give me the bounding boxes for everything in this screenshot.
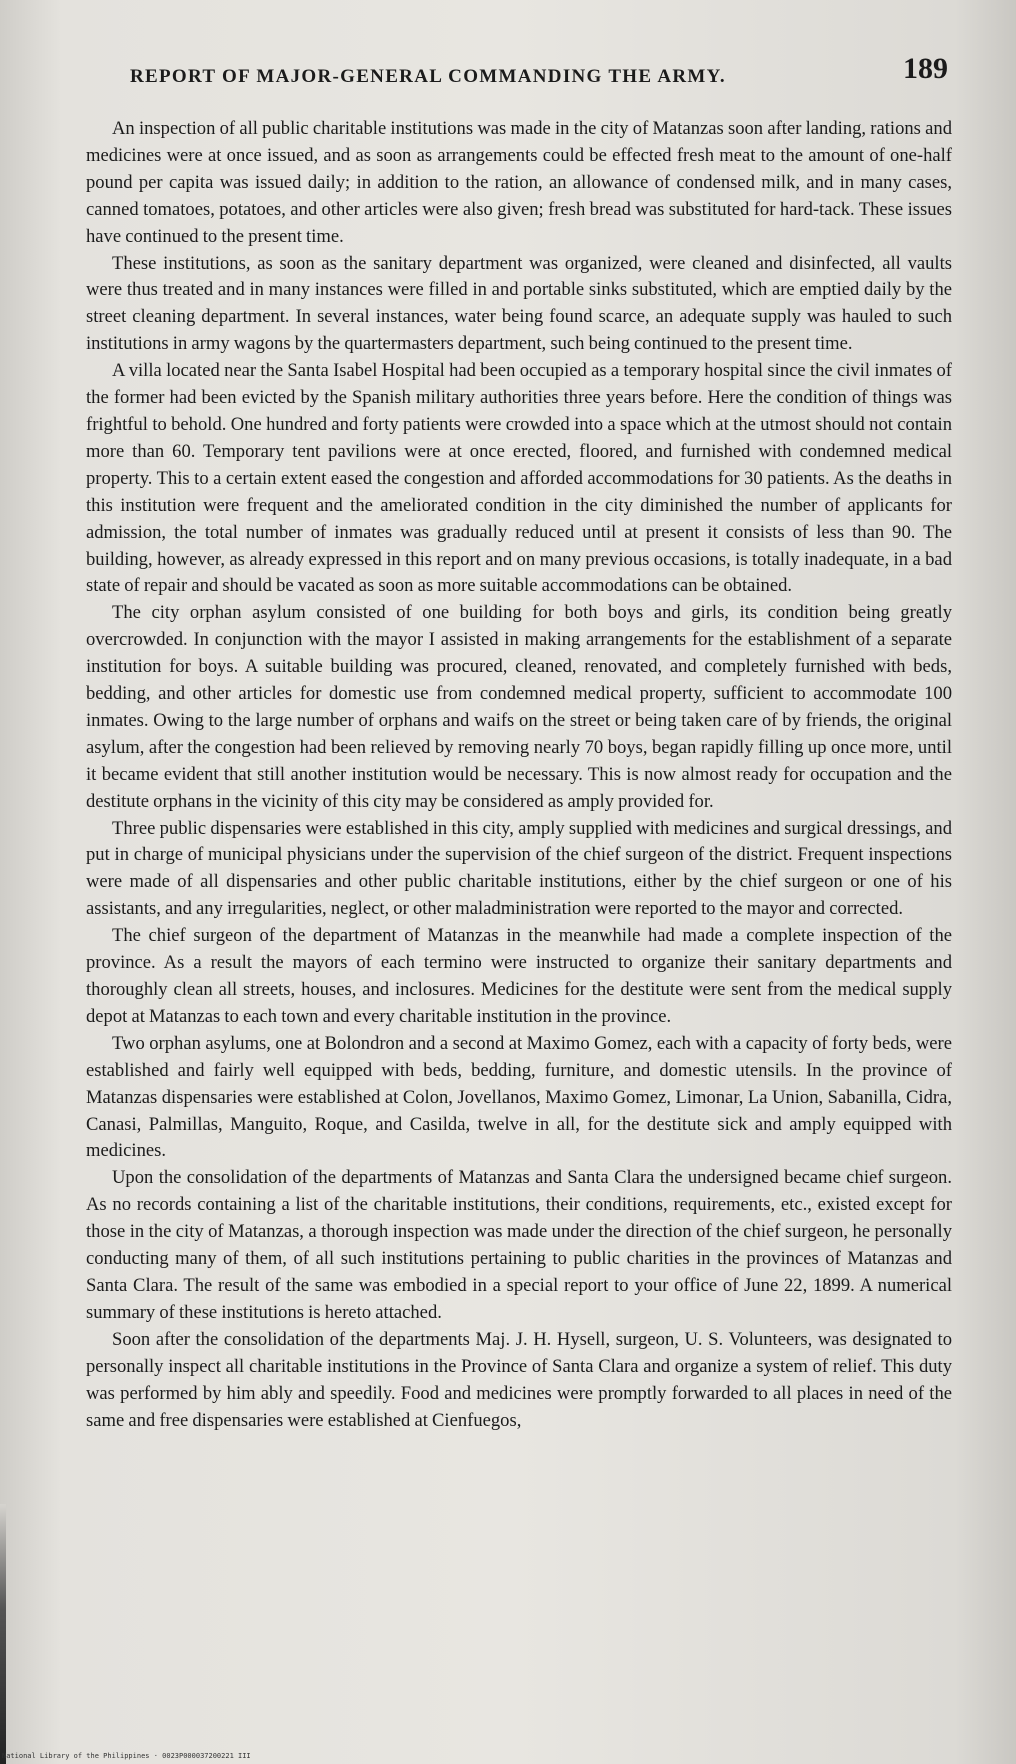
library-stamp: National Library of the Philippines · 0023P000037200221 III [2, 1752, 251, 1760]
paragraph-7: Two orphan asylums, one at Bolondron and a second at Maximo Gomez, each with a capacity of forty beds, were established and fairly well equipped with beds, bedding, furniture, and domestic utensils. In the province of Matanzas dispensaries were established at Colon, Jovellanos, Maximo Gomez, Limonar, La Union, Sabanilla, Cidra, Canasi, Palmillas, Manguito, Roque, and Casilda, twelve in all, for the destitute sick and amply equipped with medicines. [86, 1032, 952, 1162]
scan-edge-shadow [0, 1504, 6, 1764]
page-header [86, 44, 952, 100]
running-head: REPORT OF MAJOR-GENERAL COMMANDING THE ARMY. [130, 66, 726, 87]
paragraph-2: These institutions, as soon as the sanitary department was organized, were cleaned and disinfected, all vaults were thus treated and in many instances were filled in and portable sinks substituted, which are emptied daily by the street cleaning department. In several instances, water being found scarce, an adequate supply was hauled to such institutions in army wagons by the quartermasters department, such being continued to the present time. [86, 252, 952, 355]
paragraph-1: An inspection of all public charitable institutions was made in the city of Matanzas soon after landing, rations and medicines were at once issued, and as soon as arrangements could be effected fresh meat to the amount of one-half pound per capita was issued daily; in addition to the ration, an allowance of condensed milk, and in many cases, canned tomatoes, potatoes, and other articles were also given; fresh bread was substituted for hard-tack. These issues have continued to the present time. [86, 118, 952, 247]
paragraph-3: A villa located near the Santa Isabel Hospital had been occupied as a temporary hospital since the civil inmates of the former had been evicted by the Spanish military authorities three years before. Here the condition of things was frightful to behold. One hundred and forty patients were crowded into a space which at the utmost should not contain more than 60. Temporary tent pavilions were at once erected, floored, and furnished with condemned medical property. This to a certain extent eased the congestion and afforded accommodations for 30 patients. As the deaths in this institution were frequent and the ameliorated condition in the city diminished the number of applicants for admission, the total number of inmates was gradually reduced until at present it consists of less than 90. The building, however, as already expressed in this report and on many previous occasions, is totally inadequate, in a bad state of repair and should be vacated as soon as more suitable accommodations can be obtained. [86, 360, 952, 597]
paragraph-9: Soon after the consolidation of the departments Maj. J. H. Hysell, surgeon, U. S. Volunteers, was designated to personally inspect all charitable institutions in the Province of Santa Clara and organize a system of relief. This duty was performed by him ably and speedily. Food and medicines were promptly forwarded to all places in need of the same and free dispensaries were established at Cienfuegos, [86, 1328, 952, 1431]
paragraph-4: The city orphan asylum consisted of one building for both boys and girls, its condition being greatly overcrowded. In conjunction with the mayor I assisted in making arrangements for the establishment of a separate institution for boys. A suitable building was procured, cleaned, renovated, and completely furnished with beds, bedding, and other articles for domestic use from condemned medical property, sufficient to accommodate 100 inmates. Owing to the large number of orphans and waifs on the street or being taken care of by friends, the original asylum, after the congestion had been relieved by removing nearly 70 boys, began rapidly filling up once more, until it became evident that still another institution would be necessary. This is now almost ready for occupation and the destitute orphans in the vicinity of this city may be considered as amply provided for. [86, 602, 952, 812]
body-text [86, 116, 952, 1434]
paragraph-5: Three public dispensaries were established in this city, amply supplied with medicines and surgical dressings, and put in charge of municipal physicians under the supervision of the chief surgeon of the district. Frequent inspections were made of all dispensaries and other public charitable institutions, either by the chief surgeon or one of his assistants, and any irregularities, neglect, or other maladministration were reported to the mayor and corrected. [86, 817, 952, 920]
page-number: 189 [903, 52, 948, 85]
paragraph-6: The chief surgeon of the department of Matanzas in the meanwhile had made a complete inspection of the province. As a result the mayors of each termino were instructed to organize their sanitary departments and thoroughly clean all streets, houses, and inclosures. Medicines for the destitute were sent from the medical supply depot at Matanzas to each town and every charitable institution in the province. [86, 925, 952, 1027]
paragraph-8: Upon the consolidation of the departments of Matanzas and Santa Clara the undersigned became chief surgeon. As no records containing a list of the charitable institutions, their conditions, requirements, etc., existed except for those in the city of Matanzas, a thorough inspection was made under the direction of the chief surgeon, he personally conducting many of them, of all such institutions pertaining to public charities in the provinces of Matanzas and Santa Clara. The result of the same was embodied in a special report to your office of June 22, 1899. A numerical summary of these institutions is hereto attached. [86, 1167, 952, 1323]
